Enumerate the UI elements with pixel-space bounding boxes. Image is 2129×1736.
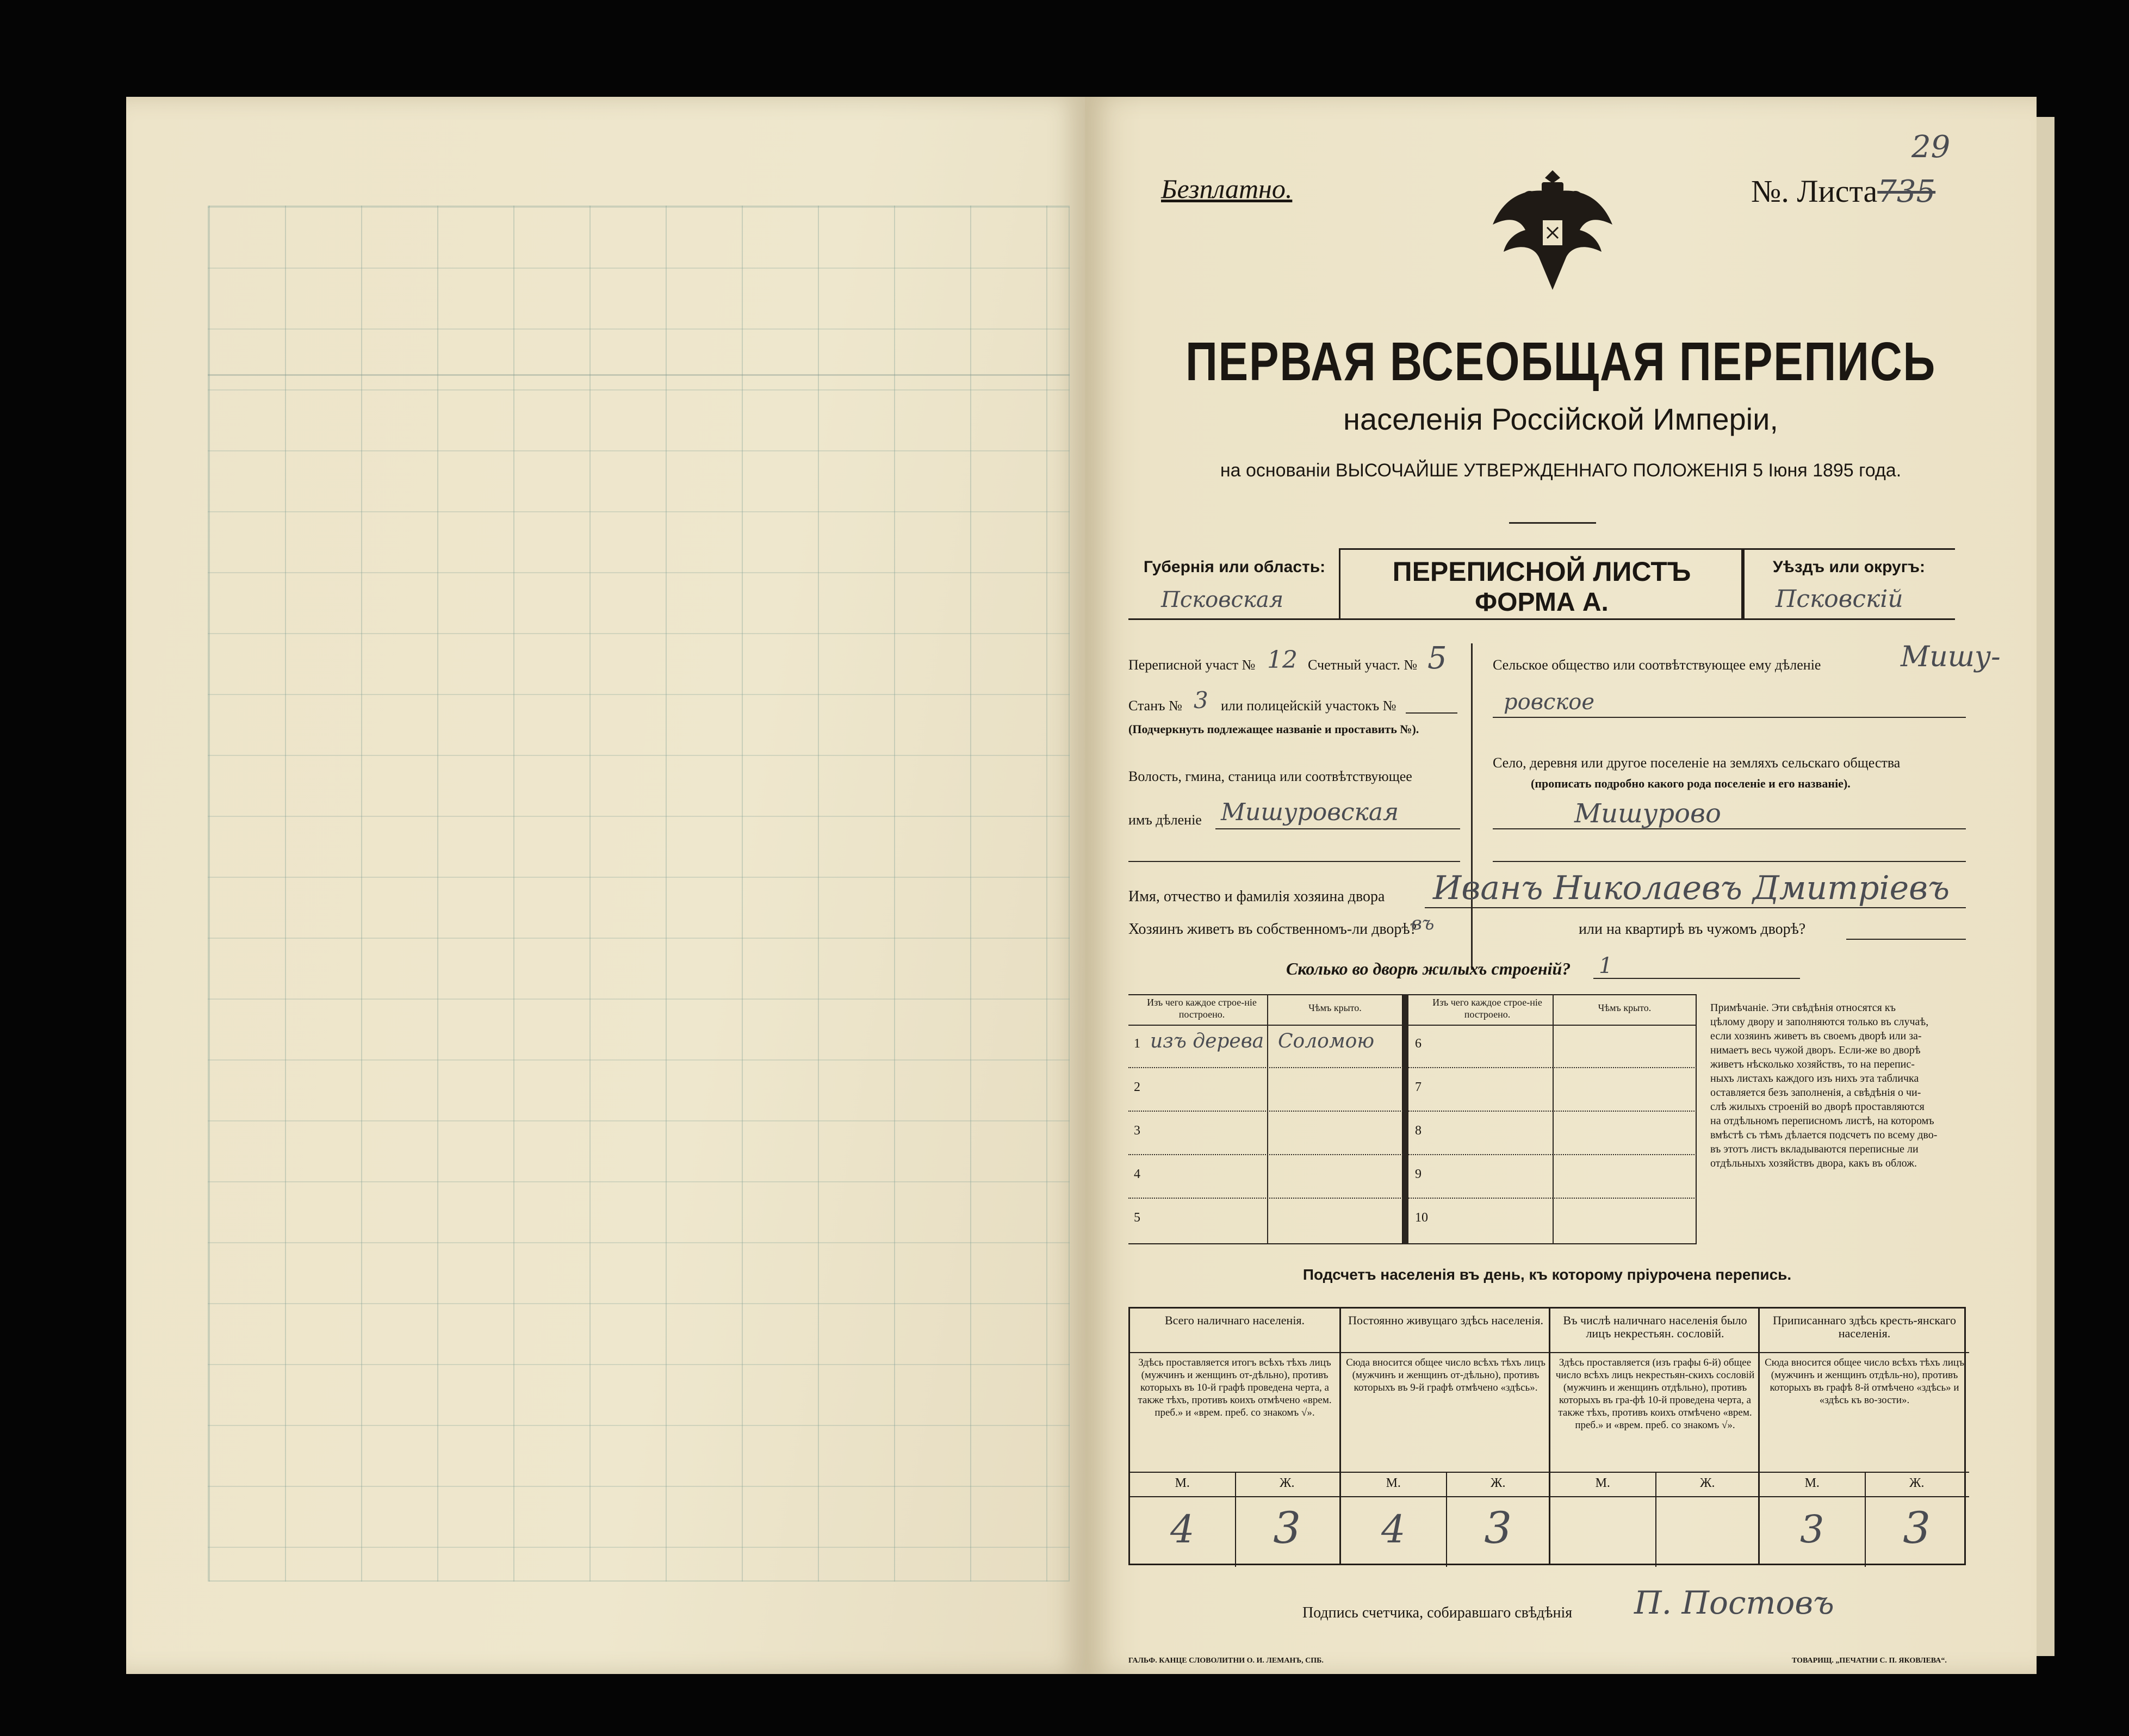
count-group-description: Здѣсь проставляется итогъ всѣхъ тѣхъ лицъ (мужчинъ и женщинъ от-дѣльно), противъ которыхъ въ 10-й графѣ проведена черта, а также тѣхъ, противъ коихъ отмѣчено «врем. преб.» и «врем. преб. со знакомъ √». — [1138, 1357, 1332, 1418]
col-roof-left: Чѣмъ крыто. — [1308, 1002, 1362, 1013]
basis-line: на основаніи ВЫСОЧАЙШЕ УТВЕРЖДЕННАГО ПОЛОЖЕНІЯ 5 Іюня 1895 года. — [1220, 460, 1902, 481]
building-material: изъ дерева — [1150, 1030, 1264, 1052]
footnote-line: если хозяинъ живетъ въ своемъ дворѣ или за- — [1710, 1030, 1922, 1042]
female-column-label: Ж. — [1279, 1476, 1295, 1490]
own-yard-value: въ — [1411, 913, 1435, 934]
male-column-label: М. — [1386, 1476, 1401, 1490]
female-count: 3 — [1484, 1503, 1512, 1553]
count-group — [1549, 1309, 1758, 1564]
row-number: 8 — [1415, 1124, 1422, 1138]
female-count: 3 — [1273, 1503, 1301, 1553]
count-section-title: Подсчетъ населенія въ день, къ которому пріурочена перепись. — [1302, 1266, 1792, 1283]
building-row — [1128, 1112, 1403, 1155]
building-row — [1408, 1025, 1697, 1068]
society-label: Сельское общество или соотвѣтствующее ему дѣленіе — [1493, 657, 1821, 673]
police-label: или полицейскій участокъ № — [1221, 698, 1396, 714]
female-column-label: Ж. — [1490, 1476, 1506, 1490]
printer-imprint-left: ГАЛЬФ. КАНЦЕ СЛОВОЛИТНИ О. И. ЛЕМАНЪ, СПБ. — [1128, 1657, 1324, 1665]
sheet-number-label: №. Листа735 — [1751, 173, 1936, 209]
count-group-description: Сюда вносится общее число всѣхъ тѣхъ лицъ (мужчинъ и женщинъ от-дѣльно), противъ которыхъ въ 9-й графѣ отмѣчено «здѣсь». — [1346, 1357, 1545, 1393]
female-column-label: Ж. — [1699, 1476, 1715, 1490]
count-group — [1130, 1309, 1339, 1564]
male-count: 4 — [1381, 1507, 1406, 1552]
building-row — [1408, 1112, 1697, 1155]
footnote-line: живетъ нѣсколько хозяйствъ, то на перепис- — [1710, 1058, 1915, 1070]
building-row — [1128, 1155, 1403, 1199]
footnote-line: слѣ жилыхъ строеній во дворѣ проставляются — [1710, 1101, 1925, 1113]
building-row — [1128, 1199, 1403, 1242]
free-label: Безплатно. — [1161, 173, 1293, 204]
count-group-header: Приписаннаго здѣсь кресть-янскаго населенія. — [1772, 1313, 1956, 1340]
row-number: 3 — [1134, 1124, 1140, 1138]
left-page — [126, 97, 1086, 1674]
own-yard-label: Хозяинъ живетъ въ собственномъ-ли дворѣ? — [1128, 921, 1417, 938]
page-number: 29 — [1911, 129, 1951, 165]
stan-label: Станъ № — [1128, 698, 1182, 714]
row-number: 1 — [1134, 1037, 1140, 1051]
enumerator-signature: П. Постовъ — [1634, 1584, 1834, 1621]
owner-label: Имя, отчество и фамилія хозяина двора — [1128, 888, 1385, 905]
volost-label-2: имъ дѣленіе — [1128, 812, 1202, 828]
female-column-label: Ж. — [1909, 1476, 1925, 1490]
footnote-line: вмѣстѣ съ тѣмъ дѣлается подсчетъ по всему дво- — [1710, 1129, 1938, 1141]
faded-table-grid — [208, 206, 1070, 1582]
volost-label: Волость, гмина, станица или соотвѣтствующее — [1128, 768, 1412, 784]
society-value-2: ровское — [1504, 690, 1595, 715]
footnote-line: цѣлому двору и заполняются только въ случаѣ, — [1710, 1016, 1929, 1028]
count-section-label: Счетный участ. № — [1308, 657, 1418, 673]
uezd-label: Уѣздъ или округъ: — [1772, 558, 1926, 576]
col-material-right: Изъ чего каждое строе-ніе построено. — [1432, 997, 1542, 1020]
building-row — [1408, 1199, 1697, 1242]
col-material-left: Изъ чего каждое строе-ніе построено. — [1147, 997, 1257, 1020]
volost-value: Мишуровская — [1221, 798, 1399, 826]
population-count-table — [1128, 1307, 1966, 1565]
male-column-label: М. — [1175, 1476, 1190, 1490]
stan-value: 3 — [1194, 687, 1208, 714]
building-row — [1408, 1155, 1697, 1199]
owner-value: Иванъ Николаевъ Дмитріевъ — [1433, 869, 1950, 907]
count-group — [1339, 1309, 1549, 1564]
building-row — [1128, 1025, 1403, 1068]
buildings-label: Сколько во дворѣ жилыхъ строеній? — [1286, 959, 1571, 978]
row-number: 10 — [1415, 1211, 1428, 1225]
gubernia-value: Псковская — [1161, 587, 1284, 612]
ornament-divider — [1509, 522, 1596, 524]
building-row — [1408, 1068, 1697, 1112]
row-number: 5 — [1134, 1211, 1140, 1225]
count-group-header: Постоянно живущаго здѣсь населенія. — [1348, 1313, 1543, 1327]
row-number: 6 — [1415, 1037, 1422, 1051]
row-number: 4 — [1134, 1167, 1140, 1181]
footnote-line: ныхъ листахъ каждого изъ нихъ эта табличка — [1710, 1072, 1919, 1084]
faded-table-header — [208, 206, 1070, 376]
printer-imprint-right: ТОВАРИЩ. „ПЕЧАТНИ С. П. ЯКОВЛЕВА“. — [1792, 1657, 1947, 1665]
row-number: 9 — [1415, 1167, 1422, 1181]
uezd-value: Псковскій — [1776, 585, 1903, 613]
male-column-label: М. — [1595, 1476, 1610, 1490]
count-group-header: Всего наличнаго населенія. — [1164, 1313, 1305, 1327]
row-number: 2 — [1134, 1080, 1140, 1094]
count-group — [1758, 1309, 1967, 1564]
col-roof-right: Чѣмъ крыто. — [1598, 1002, 1652, 1013]
count-group-description: Сюда вносится общее число всѣхъ тѣхъ лицъ (мужчинъ и женщинъ отдѣль-но), противъ которыхъ въ графѣ 8-й отмѣчено «здѣсь» и «здѣсь къ во-зости». — [1765, 1357, 1964, 1406]
row-number: 7 — [1415, 1080, 1422, 1094]
form-title-line1: ПЕРЕПИСНОЙ ЛИСТЪ — [1392, 556, 1691, 587]
footnote — [1710, 1001, 1966, 1170]
building-row — [1128, 1068, 1403, 1112]
fields-column-divider — [1471, 643, 1473, 970]
buildings-value: 1 — [1599, 953, 1613, 978]
village-label: Село, деревня или другое поселеніе на земляхъ сельскаго общества — [1493, 755, 1901, 771]
subtitle: населенія Россійской Имперіи, — [1343, 402, 1778, 436]
footnote-line: нимаетъ весь чужой дворъ. Если-же во дворѣ — [1710, 1044, 1921, 1056]
building-roof: Соломою — [1278, 1030, 1375, 1052]
stan-note: (Подчеркнуть подлежащее названіе и проставить №). — [1128, 722, 1419, 736]
census-section-label: Переписной участ № — [1128, 657, 1256, 673]
form-title-line2: ФОРМА А. — [1475, 588, 1609, 617]
village-value: Мишурово — [1574, 798, 1721, 829]
count-group-description: Здѣсь проставляется (изъ графы 6-й) общее число всѣхъ лицъ некрестьян-скихъ сословій (мужчинъ и женщинъ отдѣльно), противъ которыхъ въ гра-фѣ 10-й проведена черта, а также тѣхъ, противъ коихъ отмѣчено «врем. преб.» и «врем. преб. со знакомъ √». — [1555, 1357, 1755, 1431]
footnote-line: Примѣчаніе. Эти свѣдѣнія относятся къ — [1710, 1002, 1896, 1014]
main-title: ПЕРВАЯ ВСЕОБЩАЯ ПЕРЕПИСЬ — [1185, 331, 1936, 392]
male-column-label: М. — [1804, 1476, 1820, 1490]
society-value: Мишу- — [1901, 641, 2001, 673]
census-form-page — [1085, 97, 2037, 1674]
footnote-line: отдѣльныхъ хозяйствъ двора, какъ въ облож. — [1710, 1157, 1917, 1169]
form-header-box — [1128, 548, 1955, 620]
rented-label: или на квартирѣ въ чужомъ дворѣ? — [1579, 921, 1806, 938]
count-group-header: Въ числѣ наличнаго населенія было лицъ некрестьян. сословій. — [1563, 1313, 1747, 1340]
footnote-line: въ этотъ листъ вкладываются переписные ли — [1710, 1143, 1919, 1155]
buildings-table — [1128, 994, 1697, 1244]
footnote-line: на отдѣльномъ переписномъ листѣ, на которомъ — [1710, 1115, 1934, 1127]
female-count: 3 — [1903, 1503, 1931, 1553]
stacked-page-edge — [2034, 117, 2054, 1656]
signature-label: Подпись счетчика, собиравшаго свѣдѣнія — [1302, 1604, 1573, 1621]
male-count: 4 — [1170, 1507, 1195, 1552]
count-section-value: 5 — [1427, 641, 1447, 676]
census-section-value: 12 — [1267, 646, 1298, 674]
double-headed-eagle-emblem — [1487, 165, 1618, 295]
footnote-line: оставляется безъ заполненія, а свѣдѣнія о чи- — [1710, 1087, 1921, 1099]
male-count: 3 — [1799, 1507, 1824, 1552]
gubernia-label: Губернія или область: — [1143, 558, 1326, 576]
village-note: (прописать подробно какого рода поселеніе и его названіе). — [1531, 777, 1851, 790]
